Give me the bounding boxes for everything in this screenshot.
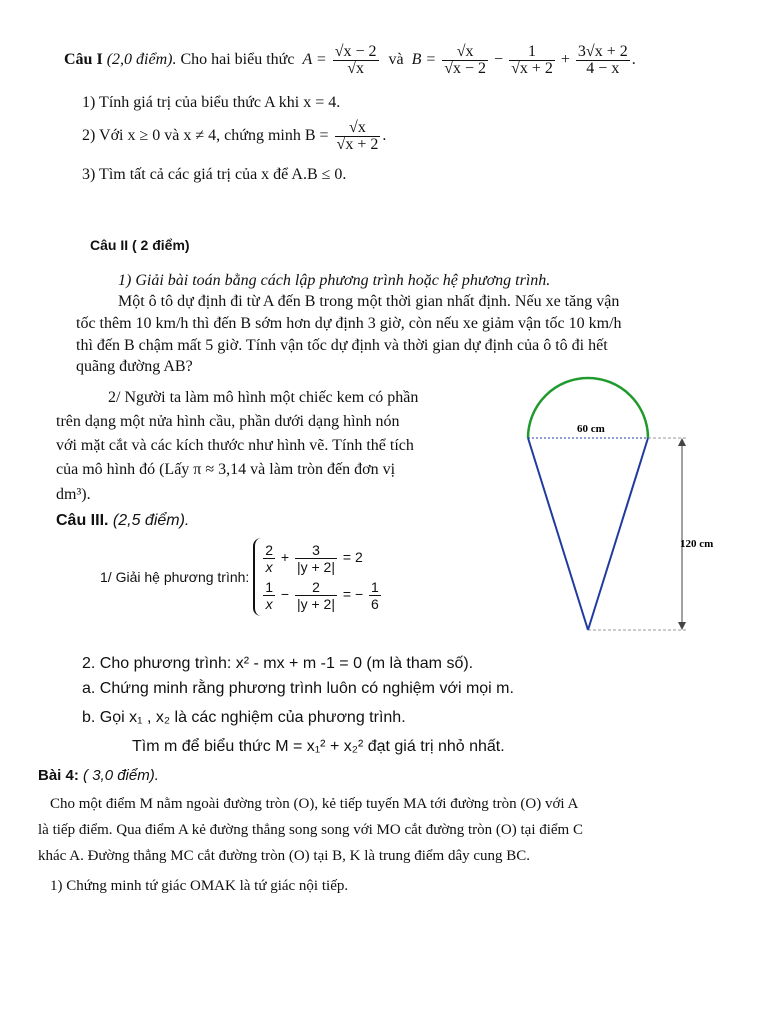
eq1-rhs: = 2 xyxy=(342,549,363,566)
q1-intro: Cho hai biểu thức xyxy=(180,51,295,69)
q4-line-2: là tiếp điểm. Qua điểm A kẻ đường thẳng song song với MO cắt đường tròn (O) tại điểm C xyxy=(38,822,583,838)
eq2-a-num: 1 xyxy=(265,579,273,595)
expr-b-period: . xyxy=(631,51,636,69)
height-label: 120 cm xyxy=(680,538,714,550)
q2-p1-title: 1) Giải bài toán bằng cách lập phương trình hoặc hệ phương trình. xyxy=(118,272,551,289)
q2-p1-line3: thì đến B chậm mất 5 giờ. Tính vận tốc dự định và thời gian dự định của ô tô đi hết xyxy=(76,337,608,354)
eq1-op: + xyxy=(280,549,290,566)
q3-points: (2,5 điểm). xyxy=(112,512,190,529)
expr-b-minus: − xyxy=(494,51,504,69)
q2-heading: Câu II ( 2 điểm) xyxy=(90,237,190,253)
expr-b-term2-den: √x + 2 xyxy=(511,60,553,77)
expr-b-term2-num: 1 xyxy=(509,44,555,61)
q4-line-3: khác A. Đường thẳng MC cắt đường tròn (O) tại B, K là trung điểm dây cung BC. xyxy=(38,848,531,864)
equation-system xyxy=(253,538,383,616)
expr-b-term3-den: 4 − x xyxy=(586,60,620,77)
eq2-b-den: |y + 2| xyxy=(296,596,335,612)
q3-item-b: b. Gọi x₁ , x₂ là các nghiệm của phương trình. xyxy=(82,709,406,726)
width-label: 60 cm xyxy=(577,423,605,435)
eq2-a-den: x xyxy=(265,596,273,612)
equation-1 xyxy=(261,542,383,575)
eq1-b-den: |y + 2| xyxy=(296,559,335,575)
expr-b-term2 xyxy=(509,44,555,77)
expr-b-lhs: B = xyxy=(411,51,437,69)
cone-right-edge xyxy=(588,438,648,630)
q2-p1-line2: tốc thêm 10 km/h thì đến B sớm hơn dự định 3 giờ, còn nếu xe giảm vận tốc 10 km/h xyxy=(76,315,622,332)
q3-heading-line xyxy=(56,512,189,530)
expr-b-plus: + xyxy=(560,51,570,69)
q2-p2-line4: của mô hình đó (Lấy π ≈ 3,14 và làm tròn đến đơn vị xyxy=(56,461,396,478)
eq1-b-num: 3 xyxy=(295,542,337,559)
expr-a-den: √x xyxy=(347,60,365,77)
expr-b-term1-num: √x xyxy=(442,44,488,61)
eq2-b-num: 2 xyxy=(295,579,337,596)
expr-b-term3 xyxy=(576,44,630,77)
q1-item-2-num: √x xyxy=(335,120,381,137)
q4-line-1: Cho một điểm M nằm ngoài đường tròn (O), kẻ tiếp tuyến MA tới đường tròn (O) với A xyxy=(50,796,579,812)
eq1-a-den: x xyxy=(265,559,273,575)
q2-p1-line4: quãng đường AB? xyxy=(76,358,193,375)
ice-cream-figure xyxy=(520,360,730,640)
eq2-rhs-num: 1 xyxy=(371,579,379,595)
q4-points: ( 3,0 điểm). xyxy=(83,767,159,784)
eq2-op: − xyxy=(280,586,290,603)
system-label: 1/ Giải hệ phương trình: xyxy=(100,569,250,585)
eq2-rhs-pre: = − xyxy=(342,586,364,603)
q3-system xyxy=(100,538,383,616)
and-word: và xyxy=(388,51,404,69)
q2-p2-line5: dm³). xyxy=(56,486,91,503)
q2-p1-line1: Một ô tô dự định đi từ A đến B trong một thời gian nhất định. Nếu xe tăng vận xyxy=(118,293,620,310)
q1-item-3: 3) Tìm tất cả các giá trị của x để A.B ≤ 0. xyxy=(82,166,347,183)
q1-item-2-fraction xyxy=(335,120,381,153)
expr-a-num: √x − 2 xyxy=(334,43,377,60)
q2-p2-line1: 2/ Người ta làm mô hình một chiếc kem có phần xyxy=(108,389,419,406)
q3-item-2: 2. Cho phương trình: x² - mx + m -1 = 0 (m là tham số). xyxy=(82,655,474,672)
q1-item-1: 1) Tính giá trị của biểu thức A khi x = 4. xyxy=(82,94,341,111)
q1-item-2-text: 2) Với x ≥ 0 và x ≠ 4, chứng minh B = xyxy=(82,127,329,145)
eq1-a-num: 2 xyxy=(265,542,273,558)
q1-heading: Câu I xyxy=(64,51,103,69)
expr-b-term1-den: √x − 2 xyxy=(444,60,487,77)
q3-item-a: a. Chứng minh rằng phương trình luôn có nghiệm với mọi m. xyxy=(82,680,514,697)
expr-b-term3-num: 3√x + 2 xyxy=(577,43,628,60)
expr-a-lhs: A = xyxy=(302,51,327,69)
height-arrow-top xyxy=(678,438,686,446)
q1-heading-line xyxy=(64,44,636,77)
equation-2 xyxy=(261,579,383,612)
q1-points: (2,0 điểm). xyxy=(106,51,177,69)
q2-p2-line3: với mặt cắt và các kích thước như hình vẽ. Tính thể tích xyxy=(56,437,414,454)
q4-heading: Bài 4: xyxy=(38,767,79,784)
q1-item-2-den: √x + 2 xyxy=(336,136,379,153)
q4-heading-line xyxy=(38,767,159,784)
expr-a-fraction xyxy=(333,44,379,77)
q3-heading: Câu III. xyxy=(56,512,109,529)
expr-b-term1 xyxy=(442,44,488,77)
q1-item-2: 2) Với x ≥ 0 và x ≠ 4, chứng minh B = $\frac{√x}{√x + 2}$ . xyxy=(82,119,387,153)
q3-item-b2: Tìm m để biểu thức M = x₁² + x₂² đạt giá trị nhỏ nhất. xyxy=(132,738,505,755)
q2-p2-line2: trên dạng một nửa hình cầu, phần dưới dạng hình nón xyxy=(56,413,400,430)
cone-left-edge xyxy=(528,438,588,630)
eq2-rhs-den: 6 xyxy=(371,596,379,612)
height-arrow-bottom xyxy=(678,622,686,630)
q4-item-1: 1) Chứng minh tứ giác OMAK là tứ giác nội tiếp. xyxy=(50,878,349,894)
